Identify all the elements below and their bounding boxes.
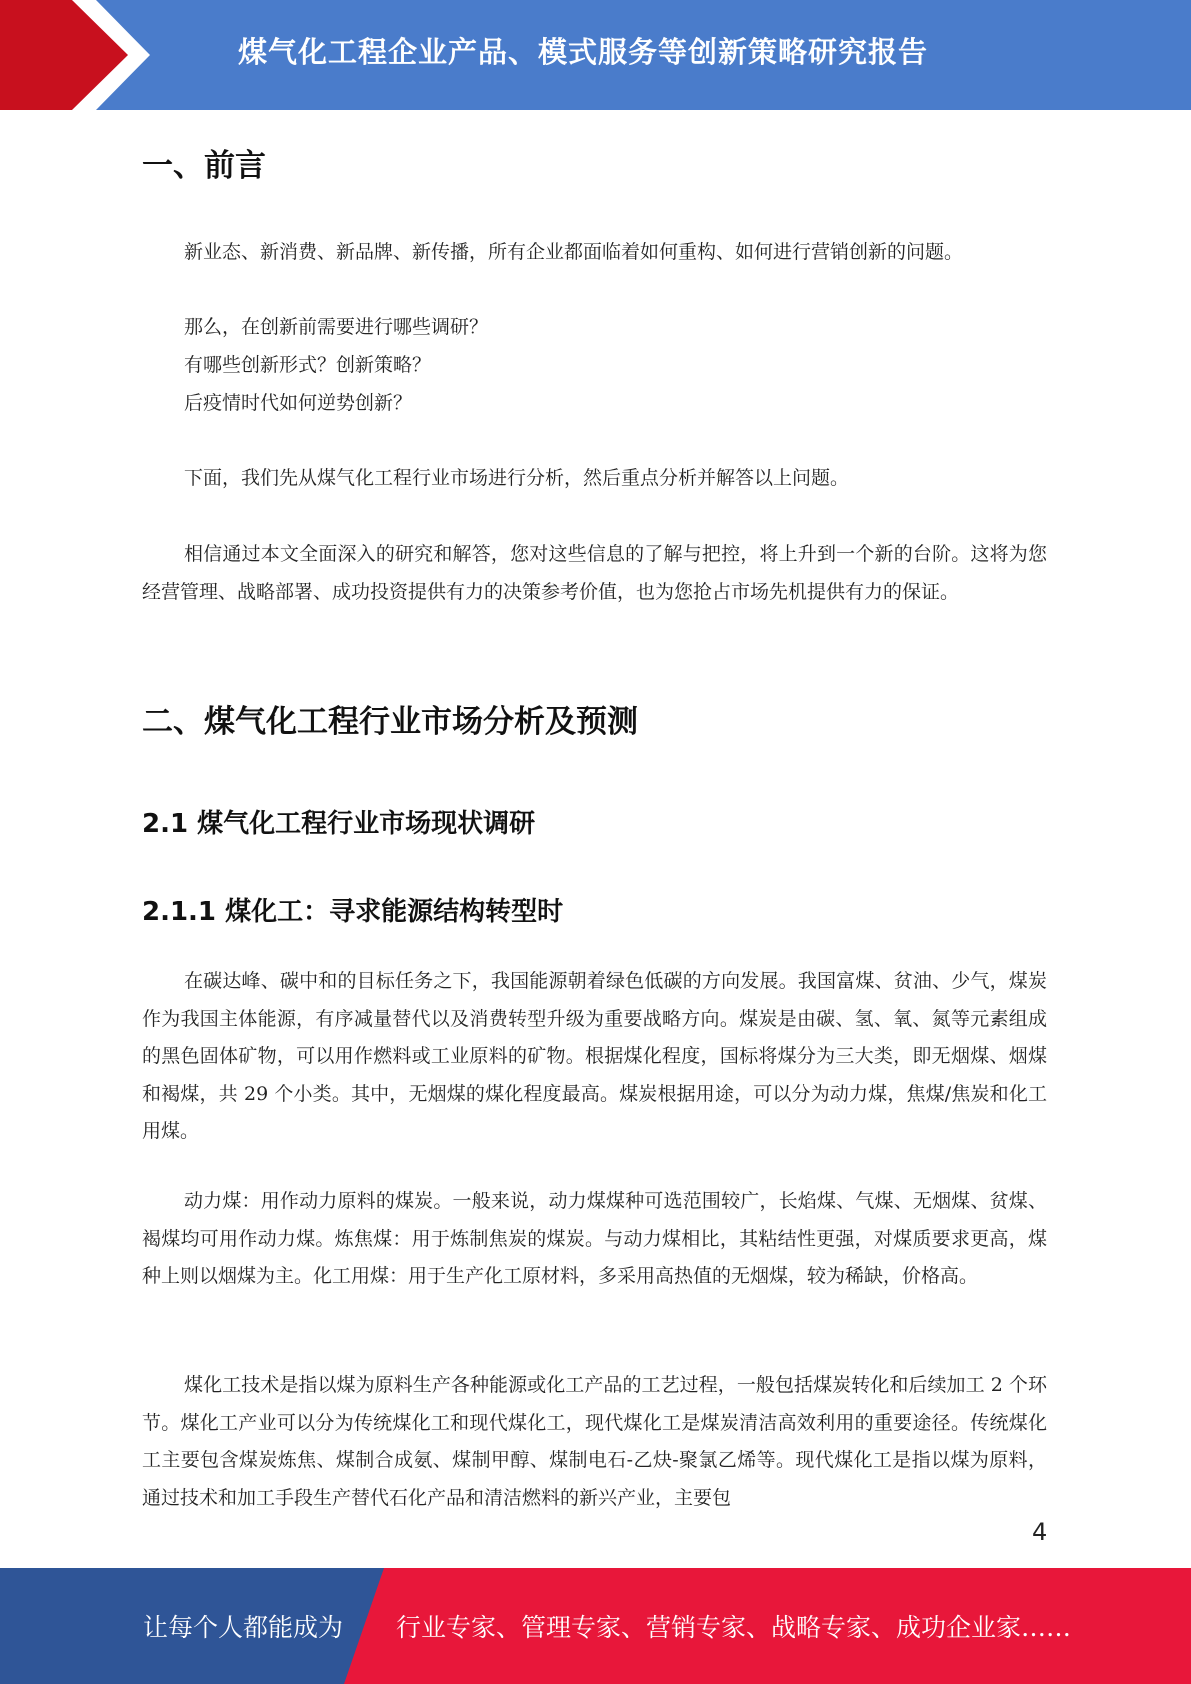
page-header — [0, 0, 1191, 110]
preface-paragraph-2: 下面，我们先从煤气化工程行业市场进行分析，然后重点分析并解答以上问题。 — [184, 467, 850, 489]
page-number: 4 — [1032, 1518, 1048, 1546]
preface-paragraph-3: 相信通过本文全面深入的研究和解答，您对这些信息的了解与把控，将上升到一个新的台阶。这将为您经营管理、战略部署、成功投资提供有力的决策参考价值，也为您抢占市场先机提供有力的保证。 — [142, 543, 1047, 603]
section-title-preface: 一、前言 — [142, 148, 266, 184]
preface-paragraph-1: 新业态、新消费、新品牌、新传播，所有企业都面临着如何重构、如何进行营销创新的问题。 — [184, 241, 964, 263]
footer-slogan-right: 行业专家、管理专家、营销专家、战略专家、成功企业家…… — [396, 1613, 1072, 1642]
subsection-title-2-1-1: 2.1.1 煤化工：寻求能源结构转型时 — [142, 897, 564, 927]
preface-question-3: 后疫情时代如何逆势创新？ — [184, 392, 413, 414]
coal-chemical-paragraph-1: 在碳达峰、碳中和的目标任务之下，我国能源朝着绿色低碳的方向发展。我国富煤、贫油、少气，煤炭作为我国主体能源，有序减量替代以及消费转型升级为重要战略方向。煤炭是由碳、氢、氧、氮等元素组成的黑色固体矿物，可以用作燃料或工业原料的矿物。根据煤化程度，国标将煤分为三大类，即无烟煤、烟煤和褐煤，共 29 个小类。其中，无烟煤的煤化程度最高。煤炭根据用途，可以分为动力煤，焦煤/焦炭和化工用煤。 — [142, 970, 1047, 1142]
footer-slogan-left: 让每个人都能成为 — [143, 1613, 344, 1642]
subsection-title-2-1: 2.1 煤气化工程行业市场现状调研 — [142, 809, 536, 839]
header-title: 煤气化工程企业产品、模式服务等创新策略研究报告 — [238, 35, 929, 69]
coal-chemical-paragraph-3: 煤化工技术是指以煤为原料生产各种能源或化工产品的工艺过程，一般包括煤炭转化和后续加工 2 个环节。煤化工产业可以分为传统煤化工和现代煤化工，现代煤化工是煤炭清洁高效利用的重要途径。传统煤化工主要包含煤炭炼焦、煤制合成氨、煤制甲醇、煤制电石-乙炔-聚氯乙烯等。现代煤化工是指以煤为原料，通过技术和加工手段生产替代石化产品和清洁燃料的新兴产业，主要包 — [142, 1374, 1047, 1509]
coal-chemical-paragraph-2: 动力煤：用作动力原料的煤炭。一般来说，动力煤煤种可选范围较广，长焰煤、气煤、无烟煤、贫煤、褐煤均可用作动力煤。炼焦煤：用于炼制焦炭的煤炭。与动力煤相比，其粘结性更强，对煤质要求更高，煤种上则以烟煤为主。化工用煤：用于生产化工原材料，多采用高热值的无烟煤，较为稀缺，价格高。 — [142, 1190, 1047, 1287]
preface-question-2: 有哪些创新形式？创新策略？ — [184, 354, 432, 376]
page-footer — [0, 1568, 1191, 1684]
header-arrow-icon — [0, 0, 170, 110]
section-title-market-analysis: 二、煤气化工程行业市场分析及预测 — [142, 704, 638, 740]
preface-question-1: 那么，在创新前需要进行哪些调研？ — [184, 316, 489, 338]
